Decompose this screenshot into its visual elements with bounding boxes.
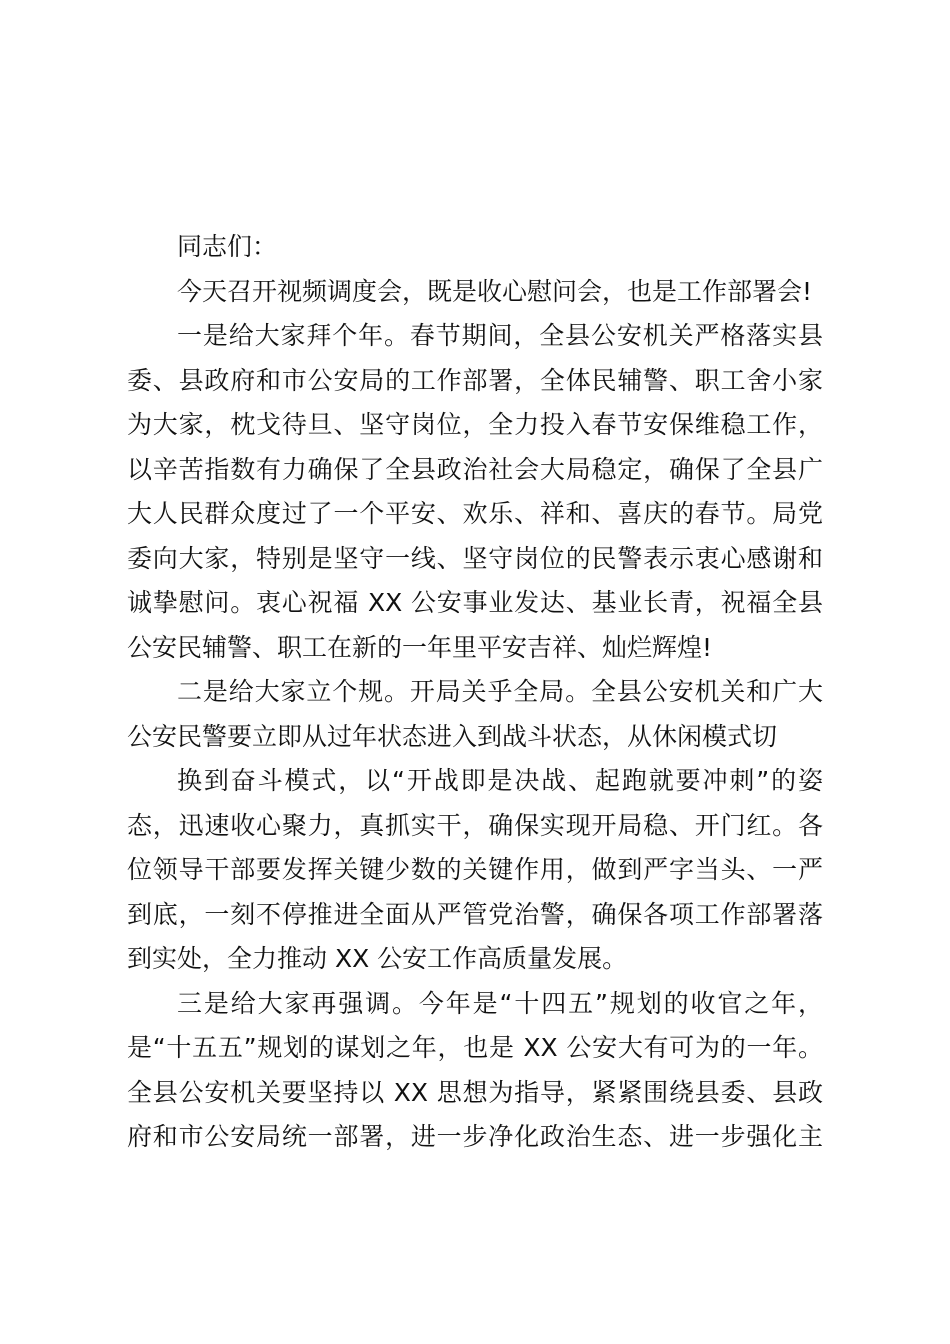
text-line: 同志们： [177, 232, 278, 261]
text-line: 诚挚慰问。衷心祝福 XX 公安事业发达、基业长青，祝福全县 [127, 588, 823, 617]
text-line: 公安民警要立即从过年状态进入到战斗状态，从休闲模式切 [127, 721, 778, 751]
text-line: 三是给大家再强调。今年是“十四五”规划的收官之年， [177, 988, 823, 1018]
text-line: 态，迅速收心聚力，真抓实干，确保实现开局稳、开门红。各 [127, 810, 823, 840]
text-line: 委、县政府和市公安局的工作部署，全体民辅警、职工舍小家 [127, 365, 823, 395]
text-line: 以辛苦指数有力确保了全县政治社会大局稳定，确保了全县广 [127, 454, 823, 484]
text-line: 今天召开视频调度会，既是收心慰问会，也是工作部署会! [177, 276, 813, 306]
text-line: 委向大家，特别是坚守一线、坚守岗位的民警表示衷心感谢和 [127, 543, 823, 573]
document-body [127, 225, 823, 1160]
text-line: 大人民群众度过了一个平安、欢乐、祥和、喜庆的春节。局党 [127, 499, 823, 528]
text-line: 是“十五五”规划的谋划之年，也是 XX 公安大有可为的一年。 [127, 1033, 823, 1062]
text-line: 二是给大家立个规。开局关乎全局。全县公安机关和广大 [177, 677, 823, 706]
text-line: 为大家，枕戈待旦、坚守岗位，全力投入春节安保维稳工作， [127, 410, 823, 439]
text-line: 到实处，全力推动 XX 公安工作高质量发展。 [127, 944, 628, 973]
text-line: 公安民辅警、职工在新的一年里平安吉祥、灿烂辉煌! [127, 632, 713, 662]
text-line: 一是给大家拜个年。春节期间，全县公安机关严格落实县 [177, 321, 823, 350]
text-line: 位领导干部要发挥关键少数的关键作用，做到严字当头、一严 [127, 855, 823, 884]
text-line: 府和市公安局统一部署，进一步净化政治生态、进一步强化主 [127, 1122, 823, 1151]
text-line: 到底，一刻不停推进全面从严管党治警，确保各项工作部署落 [127, 899, 823, 929]
text-line: 换到奋斗模式，以“开战即是决战、起跑就要冲刺”的姿 [177, 766, 823, 795]
text-line: 全县公安机关要坚持以 XX 思想为指导，紧紧围绕县委、县政 [127, 1077, 823, 1107]
